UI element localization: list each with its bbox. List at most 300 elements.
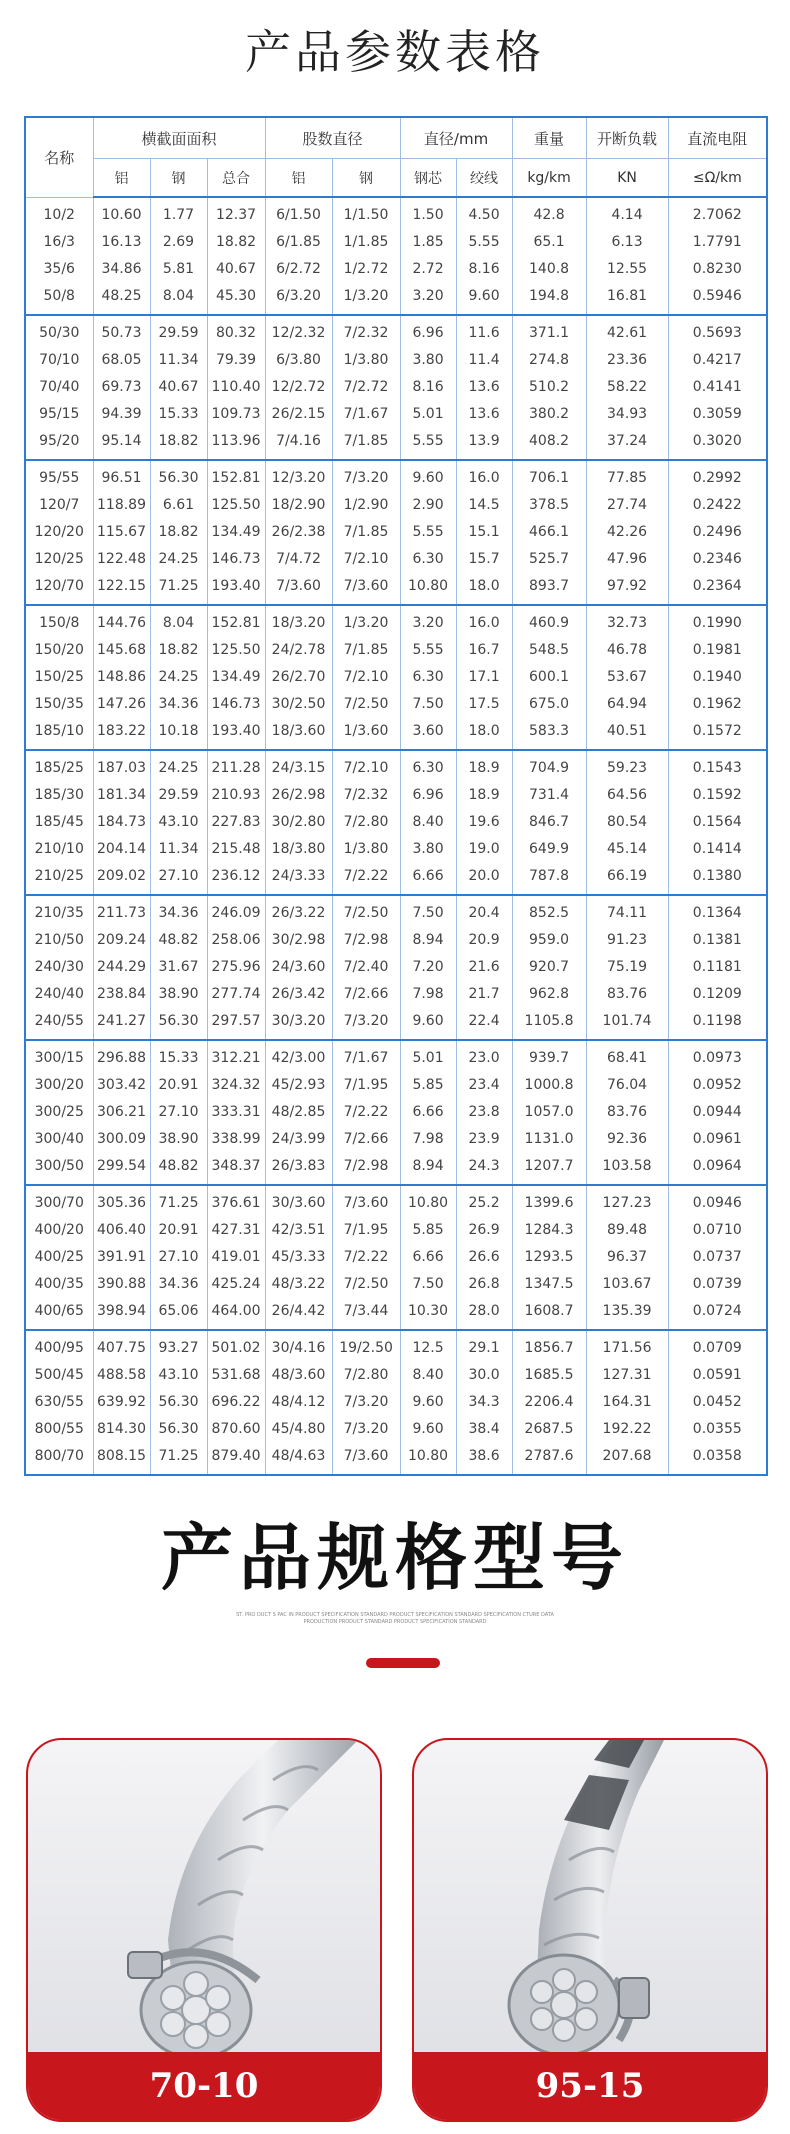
table-cell: 23.9: [456, 1126, 512, 1153]
parameter-table-container: [24, 116, 766, 1476]
table-cell: 127.31: [586, 1362, 668, 1389]
table-row: [25, 1330, 767, 1362]
row-name-cell: 300/50: [25, 1153, 93, 1185]
table-cell: 5.55: [456, 229, 512, 256]
table-row: [25, 1244, 767, 1271]
table-cell: 0.1990: [668, 605, 767, 637]
table-cell: 0.2364: [668, 573, 767, 605]
table-cell: 378.5: [512, 492, 586, 519]
table-cell: 193.40: [207, 573, 265, 605]
row-name-cell: 240/55: [25, 1008, 93, 1040]
table-cell: 0.1572: [668, 718, 767, 750]
table-cell: 118.89: [93, 492, 150, 519]
table-cell: 103.67: [586, 1271, 668, 1298]
table-cell: 8.16: [456, 256, 512, 283]
row-name-cell: 120/7: [25, 492, 93, 519]
table-cell: 9.60: [400, 1389, 456, 1416]
table-cell: 407.75: [93, 1330, 150, 1362]
table-cell: 427.31: [207, 1217, 265, 1244]
table-cell: 184.73: [93, 809, 150, 836]
table-cell: 7/2.98: [332, 1153, 400, 1185]
table-cell: 29.1: [456, 1330, 512, 1362]
row-name-cell: 120/20: [25, 519, 93, 546]
table-cell: 74.11: [586, 895, 668, 927]
table-cell: 24/3.60: [265, 954, 332, 981]
table-cell: 30/3.60: [265, 1185, 332, 1217]
table-cell: 0.0944: [668, 1099, 767, 1126]
table-cell: 16.81: [586, 283, 668, 315]
table-cell: 30/2.50: [265, 691, 332, 718]
table-cell: 7/3.60: [332, 1185, 400, 1217]
table-cell: 27.10: [150, 863, 207, 895]
row-name-cell: 300/40: [25, 1126, 93, 1153]
table-cell: 27.10: [150, 1244, 207, 1271]
table-cell: 19/2.50: [332, 1330, 400, 1362]
table-cell: 7/3.20: [332, 460, 400, 492]
table-cell: 696.22: [207, 1389, 265, 1416]
table-cell: 16.13: [93, 229, 150, 256]
table-cell: 7/2.10: [332, 546, 400, 573]
table-cell: 1/3.20: [332, 283, 400, 315]
table-cell: 9.60: [400, 1416, 456, 1443]
table-cell: 152.81: [207, 605, 265, 637]
table-cell: 79.39: [207, 347, 265, 374]
table-cell: 65.1: [512, 229, 586, 256]
table-cell: 15.7: [456, 546, 512, 573]
table-cell: 18.9: [456, 782, 512, 809]
table-cell: 7/4.72: [265, 546, 332, 573]
table-cell: 274.8: [512, 347, 586, 374]
table-cell: 209.02: [93, 863, 150, 895]
table-row: [25, 197, 767, 229]
table-cell: 7/2.22: [332, 1099, 400, 1126]
header-name: 名称: [25, 117, 93, 197]
cable-photo-icon: [414, 1740, 766, 2052]
table-cell: 6.30: [400, 664, 456, 691]
table-cell: 1.7791: [668, 229, 767, 256]
table-cell: 75.19: [586, 954, 668, 981]
table-cell: 12/2.32: [265, 315, 332, 347]
table-cell: 23.0: [456, 1040, 512, 1072]
table-cell: 0.0737: [668, 1244, 767, 1271]
table-cell: 147.26: [93, 691, 150, 718]
table-cell: 80.54: [586, 809, 668, 836]
table-cell: 48.25: [93, 283, 150, 315]
table-cell: 0.1364: [668, 895, 767, 927]
table-cell: 0.8230: [668, 256, 767, 283]
table-cell: 187.03: [93, 750, 150, 782]
table-cell: 0.0964: [668, 1153, 767, 1185]
table-cell: 408.2: [512, 428, 586, 460]
table-cell: 26/2.98: [265, 782, 332, 809]
table-cell: 7.50: [400, 895, 456, 927]
table-cell: 0.0591: [668, 1362, 767, 1389]
table-cell: 83.76: [586, 1099, 668, 1126]
table-cell: 1131.0: [512, 1126, 586, 1153]
table-cell: 40.67: [150, 374, 207, 401]
table-cell: 42.8: [512, 197, 586, 229]
table-row: [25, 836, 767, 863]
table-cell: 406.40: [93, 1217, 150, 1244]
table-cell: 1105.8: [512, 1008, 586, 1040]
table-cell: 122.48: [93, 546, 150, 573]
table-cell: 11.34: [150, 347, 207, 374]
table-cell: 7/3.60: [332, 1443, 400, 1475]
table-cell: 2.69: [150, 229, 207, 256]
table-cell: 26/3.22: [265, 895, 332, 927]
table-row: [25, 1153, 767, 1185]
table-cell: 305.36: [93, 1185, 150, 1217]
table-cell: 26/2.15: [265, 401, 332, 428]
table-cell: 10.80: [400, 1443, 456, 1475]
table-cell: 18/2.90: [265, 492, 332, 519]
table-cell: 5.55: [400, 428, 456, 460]
table-cell: 30.0: [456, 1362, 512, 1389]
table-cell: 8.04: [150, 283, 207, 315]
table-cell: 2787.6: [512, 1443, 586, 1475]
table-cell: 145.68: [93, 637, 150, 664]
table-cell: 852.5: [512, 895, 586, 927]
table-cell: 7/2.80: [332, 1362, 400, 1389]
table-cell: 27.74: [586, 492, 668, 519]
table-cell: 1856.7: [512, 1330, 586, 1362]
table-cell: 14.5: [456, 492, 512, 519]
table-cell: 134.49: [207, 664, 265, 691]
table-cell: 0.1380: [668, 863, 767, 895]
table-cell: 6/1.85: [265, 229, 332, 256]
table-cell: 0.0952: [668, 1072, 767, 1099]
table-cell: 704.9: [512, 750, 586, 782]
table-row: [25, 750, 767, 782]
table-cell: 45.30: [207, 283, 265, 315]
table-cell: 12/2.72: [265, 374, 332, 401]
table-cell: 244.29: [93, 954, 150, 981]
table-cell: 96.51: [93, 460, 150, 492]
table-cell: 299.54: [93, 1153, 150, 1185]
row-name-cell: 35/6: [25, 256, 93, 283]
table-cell: 0.0452: [668, 1389, 767, 1416]
table-cell: 1/1.50: [332, 197, 400, 229]
table-cell: 97.92: [586, 573, 668, 605]
table-cell: 48.82: [150, 1153, 207, 1185]
table-cell: 148.86: [93, 664, 150, 691]
table-cell: 56.30: [150, 1008, 207, 1040]
table-cell: 65.06: [150, 1298, 207, 1330]
table-cell: 127.23: [586, 1185, 668, 1217]
row-name-cell: 400/25: [25, 1244, 93, 1271]
table-cell: 22.4: [456, 1008, 512, 1040]
table-cell: 0.1381: [668, 927, 767, 954]
table-cell: 939.7: [512, 1040, 586, 1072]
table-cell: 5.01: [400, 401, 456, 428]
table-cell: 1608.7: [512, 1298, 586, 1330]
table-cell: 146.73: [207, 546, 265, 573]
table-row: [25, 1099, 767, 1126]
table-cell: 21.6: [456, 954, 512, 981]
table-cell: 15.1: [456, 519, 512, 546]
table-cell: 56.30: [150, 1416, 207, 1443]
table-cell: 18/3.60: [265, 718, 332, 750]
table-row: [25, 492, 767, 519]
table-cell: 45/3.33: [265, 1244, 332, 1271]
table-cell: 787.8: [512, 863, 586, 895]
table-cell: 43.10: [150, 809, 207, 836]
table-cell: 1.50: [400, 197, 456, 229]
table-cell: 48.82: [150, 927, 207, 954]
table-cell: 17.1: [456, 664, 512, 691]
table-cell: 510.2: [512, 374, 586, 401]
table-cell: 171.56: [586, 1330, 668, 1362]
table-cell: 7/2.50: [332, 1271, 400, 1298]
header-weight: 重量: [512, 117, 586, 159]
table-row: [25, 1217, 767, 1244]
table-cell: 1399.6: [512, 1185, 586, 1217]
table-row: [25, 981, 767, 1008]
table-cell: 6/2.72: [265, 256, 332, 283]
table-cell: 17.5: [456, 691, 512, 718]
table-cell: 10.30: [400, 1298, 456, 1330]
table-cell: 76.04: [586, 1072, 668, 1099]
table-cell: 16.0: [456, 460, 512, 492]
table-cell: 0.2992: [668, 460, 767, 492]
table-cell: 3.20: [400, 605, 456, 637]
table-cell: 10.80: [400, 1185, 456, 1217]
table-cell: 83.76: [586, 981, 668, 1008]
row-name-cell: 240/30: [25, 954, 93, 981]
table-cell: 0.0961: [668, 1126, 767, 1153]
table-cell: 9.60: [400, 460, 456, 492]
table-row: [25, 605, 767, 637]
table-cell: 1.85: [400, 229, 456, 256]
table-cell: 0.5693: [668, 315, 767, 347]
table-cell: 12.55: [586, 256, 668, 283]
table-cell: 0.4141: [668, 374, 767, 401]
table-cell: 96.37: [586, 1244, 668, 1271]
table-cell: 20.4: [456, 895, 512, 927]
table-cell: 204.14: [93, 836, 150, 863]
table-cell: 12.37: [207, 197, 265, 229]
subheader-cell: 钢: [332, 159, 400, 198]
table-cell: 211.28: [207, 750, 265, 782]
product-card-70-10: [26, 1738, 382, 2122]
table-cell: 12.5: [400, 1330, 456, 1362]
table-cell: 7/2.66: [332, 1126, 400, 1153]
row-name-cell: 95/15: [25, 401, 93, 428]
table-cell: 275.96: [207, 954, 265, 981]
table-cell: 1/3.20: [332, 605, 400, 637]
table-cell: 0.0710: [668, 1217, 767, 1244]
table-cell: 24/3.33: [265, 863, 332, 895]
subheader-cell: 钢: [150, 159, 207, 198]
row-name-cell: 300/20: [25, 1072, 93, 1099]
table-cell: 11.6: [456, 315, 512, 347]
table-cell: 7/1.85: [332, 428, 400, 460]
table-cell: 183.22: [93, 718, 150, 750]
row-name-cell: 400/20: [25, 1217, 93, 1244]
table-cell: 19.6: [456, 809, 512, 836]
table-cell: 5.85: [400, 1072, 456, 1099]
table-cell: 125.50: [207, 637, 265, 664]
table-cell: 26/4.42: [265, 1298, 332, 1330]
table-cell: 77.85: [586, 460, 668, 492]
table-cell: 24.25: [150, 750, 207, 782]
table-row: [25, 809, 767, 836]
row-name-cell: 185/45: [25, 809, 93, 836]
table-cell: 38.6: [456, 1443, 512, 1475]
table-cell: 24/2.78: [265, 637, 332, 664]
table-row: [25, 315, 767, 347]
table-cell: 20.0: [456, 863, 512, 895]
table-cell: 1/2.72: [332, 256, 400, 283]
subheader-cell: 绞线: [456, 159, 512, 198]
row-name-cell: 95/20: [25, 428, 93, 460]
table-cell: 209.24: [93, 927, 150, 954]
parameter-table-body: [25, 197, 767, 1475]
table-cell: 18.0: [456, 573, 512, 605]
table-cell: 390.88: [93, 1271, 150, 1298]
table-row: [25, 283, 767, 315]
table-cell: 28.0: [456, 1298, 512, 1330]
table-cell: 0.1414: [668, 836, 767, 863]
table-cell: 20.91: [150, 1217, 207, 1244]
table-cell: 649.9: [512, 836, 586, 863]
table-cell: 109.73: [207, 401, 265, 428]
table-cell: 258.06: [207, 927, 265, 954]
table-cell: 113.96: [207, 428, 265, 460]
subheader-cell: KN: [586, 159, 668, 198]
table-cell: 7/2.32: [332, 782, 400, 809]
table-cell: 16.0: [456, 605, 512, 637]
table-cell: 0.0739: [668, 1271, 767, 1298]
table-cell: 2.72: [400, 256, 456, 283]
table-cell: 0.1962: [668, 691, 767, 718]
table-cell: 140.8: [512, 256, 586, 283]
table-cell: 7/2.22: [332, 863, 400, 895]
table-cell: 7.98: [400, 1126, 456, 1153]
table-cell: 15.33: [150, 1040, 207, 1072]
table-cell: 24/3.99: [265, 1126, 332, 1153]
table-cell: 731.4: [512, 782, 586, 809]
table-cell: 238.84: [93, 981, 150, 1008]
table-cell: 7/2.50: [332, 691, 400, 718]
table-cell: 21.7: [456, 981, 512, 1008]
table-cell: 20.9: [456, 927, 512, 954]
table-cell: 34.3: [456, 1389, 512, 1416]
subheader-cell: 铝: [93, 159, 150, 198]
table-cell: 1685.5: [512, 1362, 586, 1389]
table-cell: 10.80: [400, 573, 456, 605]
table-cell: 0.0709: [668, 1330, 767, 1362]
table-cell: 20.91: [150, 1072, 207, 1099]
table-cell: 7/2.40: [332, 954, 400, 981]
table-cell: 312.21: [207, 1040, 265, 1072]
table-cell: 7/3.20: [332, 1008, 400, 1040]
table-cell: 42/3.51: [265, 1217, 332, 1244]
table-cell: 181.34: [93, 782, 150, 809]
table-cell: 29.59: [150, 315, 207, 347]
subheader-cell: ≤Ω/km: [668, 159, 767, 198]
table-cell: 43.10: [150, 1362, 207, 1389]
table-cell: 241.27: [93, 1008, 150, 1040]
table-cell: 68.41: [586, 1040, 668, 1072]
table-cell: 31.67: [150, 954, 207, 981]
table-row: [25, 664, 767, 691]
spec-subtitle: ST. PRO DUCT S PAC IN PRODUCT SPECIFICATION STANDARD PRODUCT SPECIFICATION STANDARD SPECIFICATION CTURE DATA PRODUCTION PRODUCT STANDARD PRODUCT SPECIFICATION STANDARD: [236, 1612, 554, 1625]
table-cell: 7/3.44: [332, 1298, 400, 1330]
row-name-cell: 70/10: [25, 347, 93, 374]
table-cell: 26/3.83: [265, 1153, 332, 1185]
table-cell: 59.23: [586, 750, 668, 782]
table-cell: 879.40: [207, 1443, 265, 1475]
table-cell: 56.30: [150, 1389, 207, 1416]
table-cell: 348.37: [207, 1153, 265, 1185]
table-cell: 146.73: [207, 691, 265, 718]
table-row: [25, 1271, 767, 1298]
row-name-cell: 300/15: [25, 1040, 93, 1072]
table-cell: 0.1543: [668, 750, 767, 782]
table-cell: 525.7: [512, 546, 586, 573]
row-name-cell: 210/35: [25, 895, 93, 927]
table-cell: 303.42: [93, 1072, 150, 1099]
table-cell: 4.50: [456, 197, 512, 229]
table-cell: 23.8: [456, 1099, 512, 1126]
table-cell: 2687.5: [512, 1416, 586, 1443]
table-cell: 210.93: [207, 782, 265, 809]
table-cell: 38.4: [456, 1416, 512, 1443]
page-title: 产品参数表格: [245, 25, 545, 79]
cable-photo-icon: [28, 1740, 380, 2052]
table-cell: 7/4.16: [265, 428, 332, 460]
table-row: [25, 546, 767, 573]
table-cell: 236.12: [207, 863, 265, 895]
table-cell: 0.2422: [668, 492, 767, 519]
table-cell: 7/3.20: [332, 1416, 400, 1443]
table-cell: 64.56: [586, 782, 668, 809]
table-cell: 0.2346: [668, 546, 767, 573]
table-cell: 1/3.80: [332, 347, 400, 374]
row-name-cell: 16/3: [25, 229, 93, 256]
table-cell: 10.60: [93, 197, 150, 229]
table-cell: 8.40: [400, 1362, 456, 1389]
table-cell: 5.81: [150, 256, 207, 283]
table-cell: 501.02: [207, 1330, 265, 1362]
row-name-cell: 630/55: [25, 1389, 93, 1416]
table-cell: 18.82: [150, 519, 207, 546]
table-cell: 34.86: [93, 256, 150, 283]
table-cell: 48/3.60: [265, 1362, 332, 1389]
table-cell: 38.90: [150, 981, 207, 1008]
table-cell: 71.25: [150, 573, 207, 605]
spec-title: 产品规格型号: [160, 1515, 629, 1600]
table-cell: 466.1: [512, 519, 586, 546]
table-cell: 380.2: [512, 401, 586, 428]
table-cell: 42/3.00: [265, 1040, 332, 1072]
table-cell: 24/3.15: [265, 750, 332, 782]
table-cell: 34.93: [586, 401, 668, 428]
table-cell: 583.3: [512, 718, 586, 750]
table-cell: 48/2.85: [265, 1099, 332, 1126]
table-cell: 89.48: [586, 1217, 668, 1244]
table-cell: 1/3.80: [332, 836, 400, 863]
table-cell: 8.94: [400, 1153, 456, 1185]
table-cell: 11.34: [150, 836, 207, 863]
table-cell: 600.1: [512, 664, 586, 691]
table-cell: 0.3059: [668, 401, 767, 428]
table-cell: 58.22: [586, 374, 668, 401]
table-cell: 9.60: [400, 1008, 456, 1040]
row-name-cell: 150/20: [25, 637, 93, 664]
row-name-cell: 120/25: [25, 546, 93, 573]
